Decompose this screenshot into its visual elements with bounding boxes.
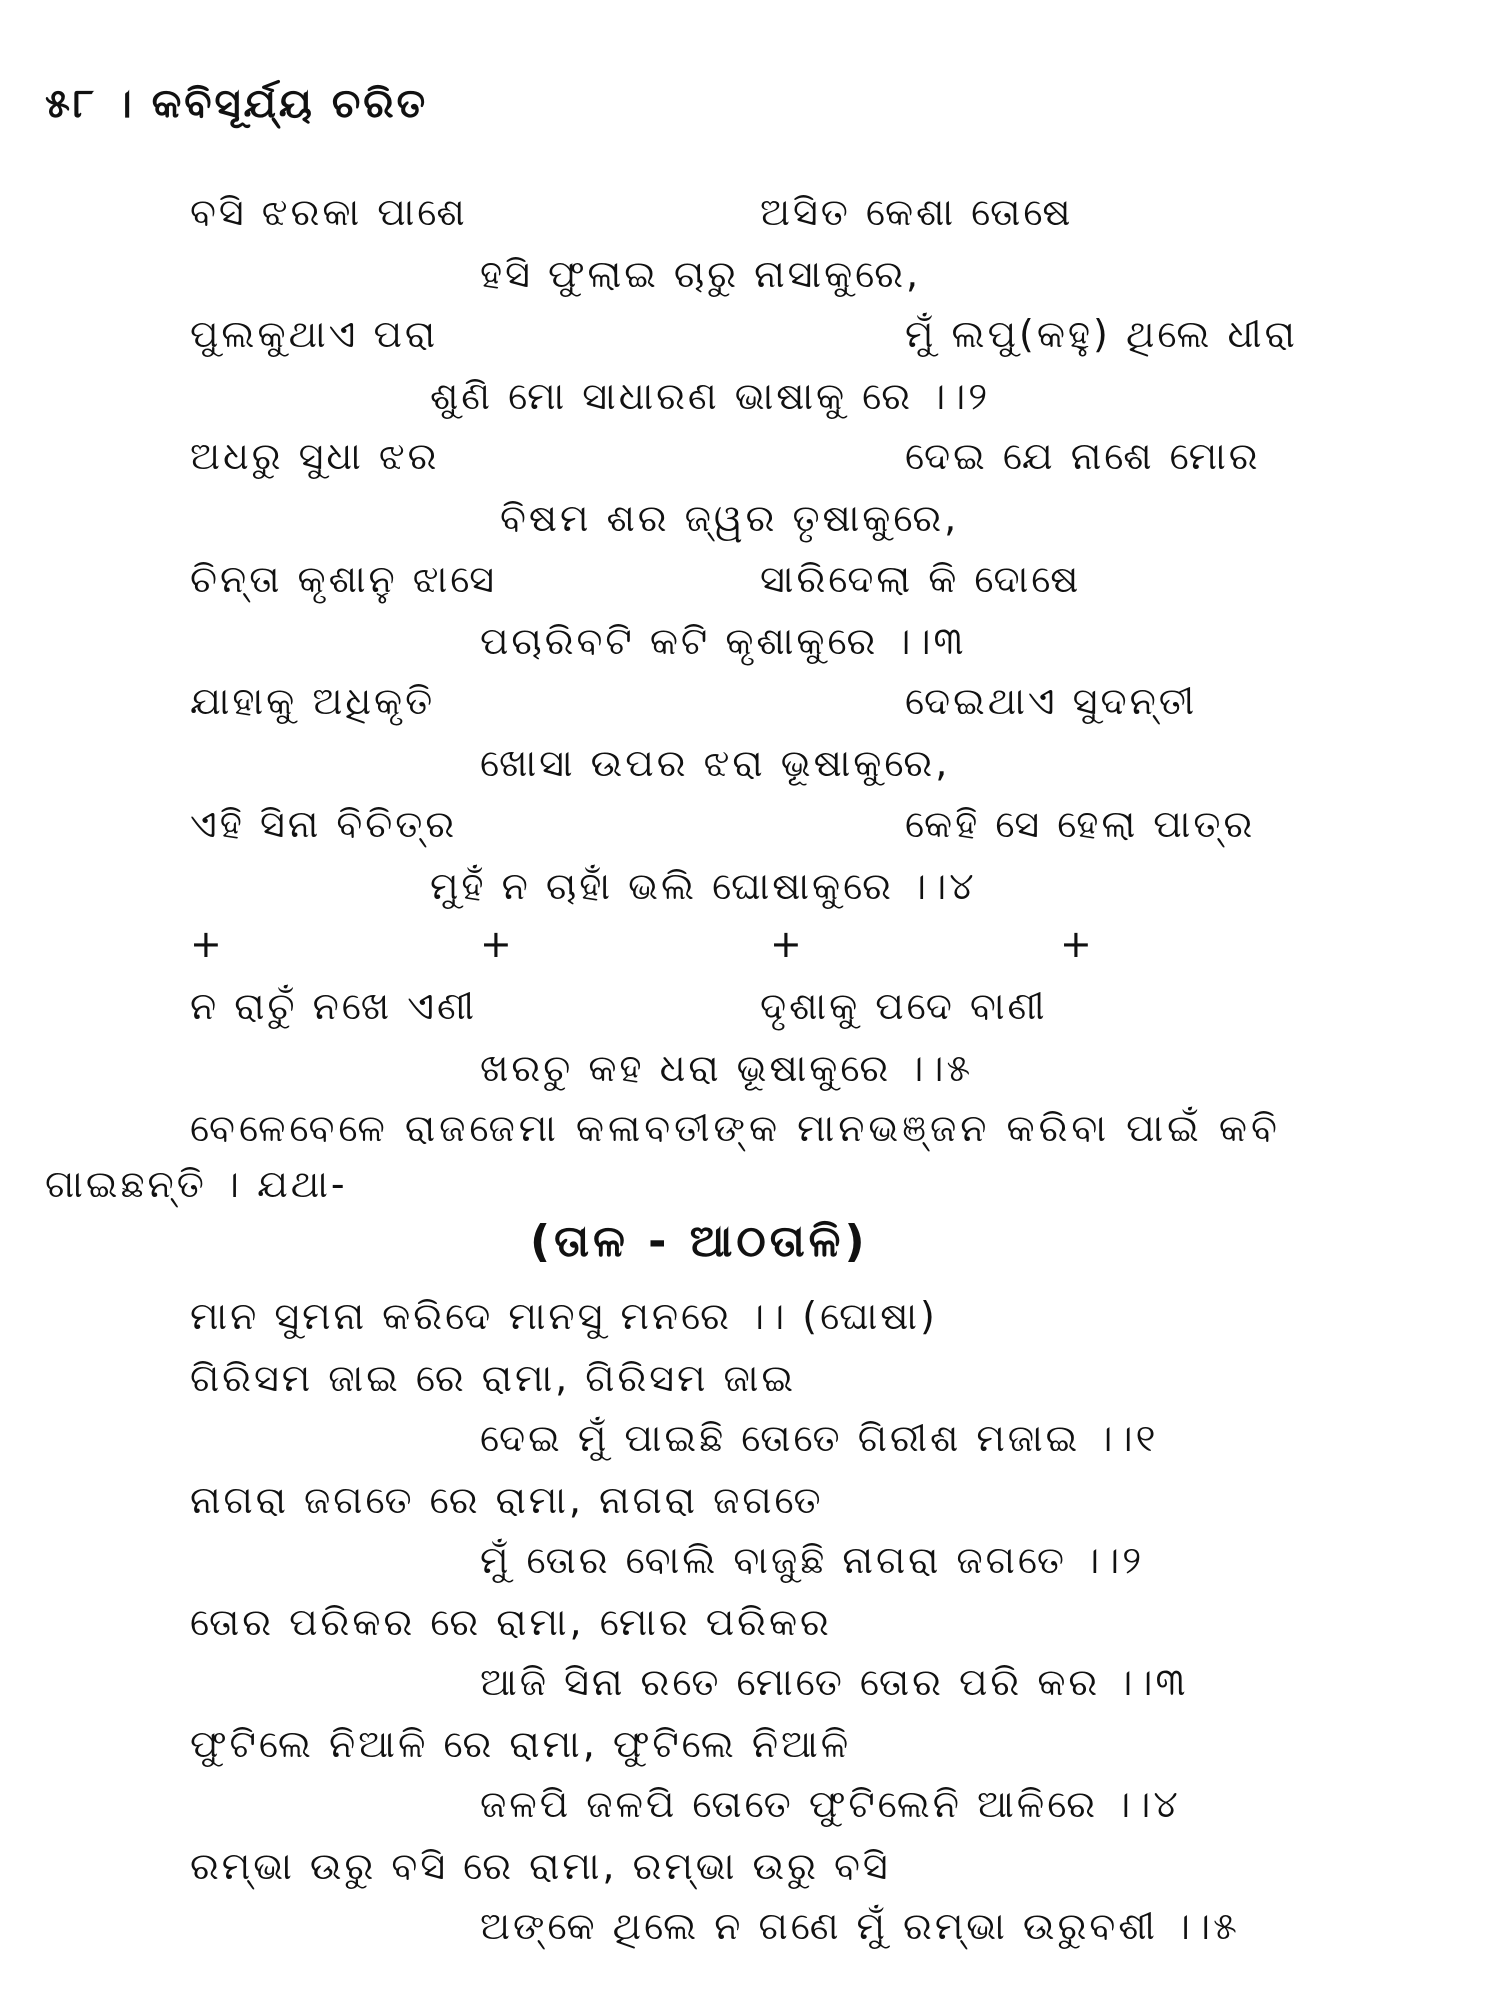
separator-plus: + <box>190 922 225 966</box>
separator-plus: + <box>1060 922 1095 966</box>
verse-3-line-b: ଆଜି ସିନା ରତେ ମୋତେ ତୋର ପରି କର ।।୩ <box>480 1660 1189 1704</box>
verse-4-line-b: ଜଳପି ଜଳପି ତୋତେ ଫୁଟିଲେନି ଆଳିରେ ।।୪ <box>480 1782 1181 1826</box>
stanza-6-refrain: ମୁହଁ ନ ଚାହାଁ ଭଲି ଘୋଷାକୁରେ ।।୪ <box>430 864 977 908</box>
verse-2-line-a: ନାଗରା ଜଗତେ ରେ ରାମା, ନାଗରା ଜଗତେ <box>190 1478 824 1522</box>
ghosha-line: ମାନ ସୁମନା କରିଦେ ମାନସୁ ମନରେ ।। (ଘୋଷା) <box>190 1294 938 1338</box>
tala-heading: (ତାଳ - ଆଠତାଳି) <box>530 1216 869 1267</box>
verse-5-line-b: ଅଙ୍କେ ଥିଲେ ନ ଗଣେ ମୁଁ ରମ୍ଭା ଉରୁବଶୀ ।।୫ <box>480 1904 1240 1948</box>
stanza-3-col2: ଦେଇ ଯେ ନାଶେ ମୋର <box>905 434 1261 478</box>
stanza-1-col2: ଅସିତ କେଶା ତୋଷେ <box>760 190 1074 234</box>
stanza-7-col1: ନ ରାଚୁଁ ନଖେ ଏଣୀ <box>190 984 478 1028</box>
stanza-1-refrain: ହସି ଫୁଲାଇ ଚାରୁ ନାସାକୁରେ, <box>480 252 922 296</box>
stanza-4-col1: ଚିନ୍ତା କୃଶାନୁ ଝାସେ <box>190 557 498 601</box>
stanza-2-col2: ମୁଁ ଲପୁ(କହୁ) ଥିଲେ ଧୀରା <box>905 312 1298 356</box>
stanza-6-col2: କେହି ସେ ହେଲା ପାତ୍ର <box>905 802 1256 846</box>
verse-1-line-b: ଦେଇ ମୁଁ ପାଇଛି ତୋତେ ଗିରୀଶ ମଜାଇ ।।୧ <box>480 1416 1159 1460</box>
stanza-4-col2: ସାରିଦେଲା କି ଦୋଷେ <box>760 557 1082 601</box>
verse-1-line-a: ଗିରିସମ ଜାଇ ରେ ରାମା, ଗିରିସମ ଜାଇ <box>190 1356 797 1400</box>
separator-plus: + <box>480 922 515 966</box>
stanza-5-refrain: ଖୋସା ଉପର ଝରା ଭୂଷାକୁରେ, <box>480 741 951 785</box>
page-header: ୫୮ । କବିସୂର୍ଯ୍ୟ ଚରିତ <box>45 81 429 127</box>
stanza-4-refrain: ପଚାରିବଟି କଟି କୃଶାକୁରେ ।।୩ <box>480 619 967 663</box>
stanza-7-refrain: ଖରଚୁ କହ ଧରା ଭୂଷାକୁରେ ।।୫ <box>480 1046 974 1090</box>
stanza-1-col1: ବସି ଝରକା ପାଶେ <box>190 190 468 234</box>
verse-4-line-a: ଫୁଟିଲେ ନିଆଳି ରେ ରାମା, ଫୁଟିଲେ ନିଆଳି <box>190 1722 852 1766</box>
separator-plus: + <box>770 922 805 966</box>
verse-2-line-b: ମୁଁ ତୋର ବୋଲି ବାଜୁଛି ନାଗରା ଜଗତେ ।।୨ <box>480 1538 1145 1582</box>
prose-line-2: ଗାଇଛନ୍ତି । ଯଥା- <box>45 1162 348 1206</box>
verse-3-line-a: ତୋର ପରିକର ରେ ରାମା, ମୋର ପରିକର <box>190 1600 832 1644</box>
stanza-6-col1: ଏହି ସିନା ବିଚିତ୍ର <box>190 802 458 846</box>
stanza-7-col2: ଦୃଶାକୁ ପଦେ ବାଣୀ <box>760 984 1048 1028</box>
stanza-3-refrain: ବିଷମ ଶର ଜ୍ୱର ତୃଷାକୁରେ, <box>500 496 960 540</box>
stanza-5-col2: ଦେଇଥାଏ ସୁଦନ୍ତୀ <box>905 679 1198 723</box>
stanza-5-col1: ଯାହାକୁ ଅଧିକୃତି <box>190 679 436 723</box>
prose-line-1: ବେଳେବେଳେ ରାଜଜେମା କଳାବତୀଙ୍କ ମାନଭଞ୍ଜନ କରିବା ପାଇଁ କବି <box>190 1106 1281 1150</box>
stanza-2-col1: ପୁଲକୁଥାଏ ପରା <box>190 312 439 356</box>
verse-5-line-a: ରମ୍ଭା ଉରୁ ବସି ରେ ରାମା, ରମ୍ଭା ଉରୁ ବସି <box>190 1844 891 1888</box>
stanza-2-refrain: ଶୁଣି ମୋ ସାଧାରଣ ଭାଷାକୁ ରେ ।।୨ <box>430 374 991 418</box>
stanza-3-col1: ଅଧରୁ ସୁଧା ଝର <box>190 434 440 478</box>
